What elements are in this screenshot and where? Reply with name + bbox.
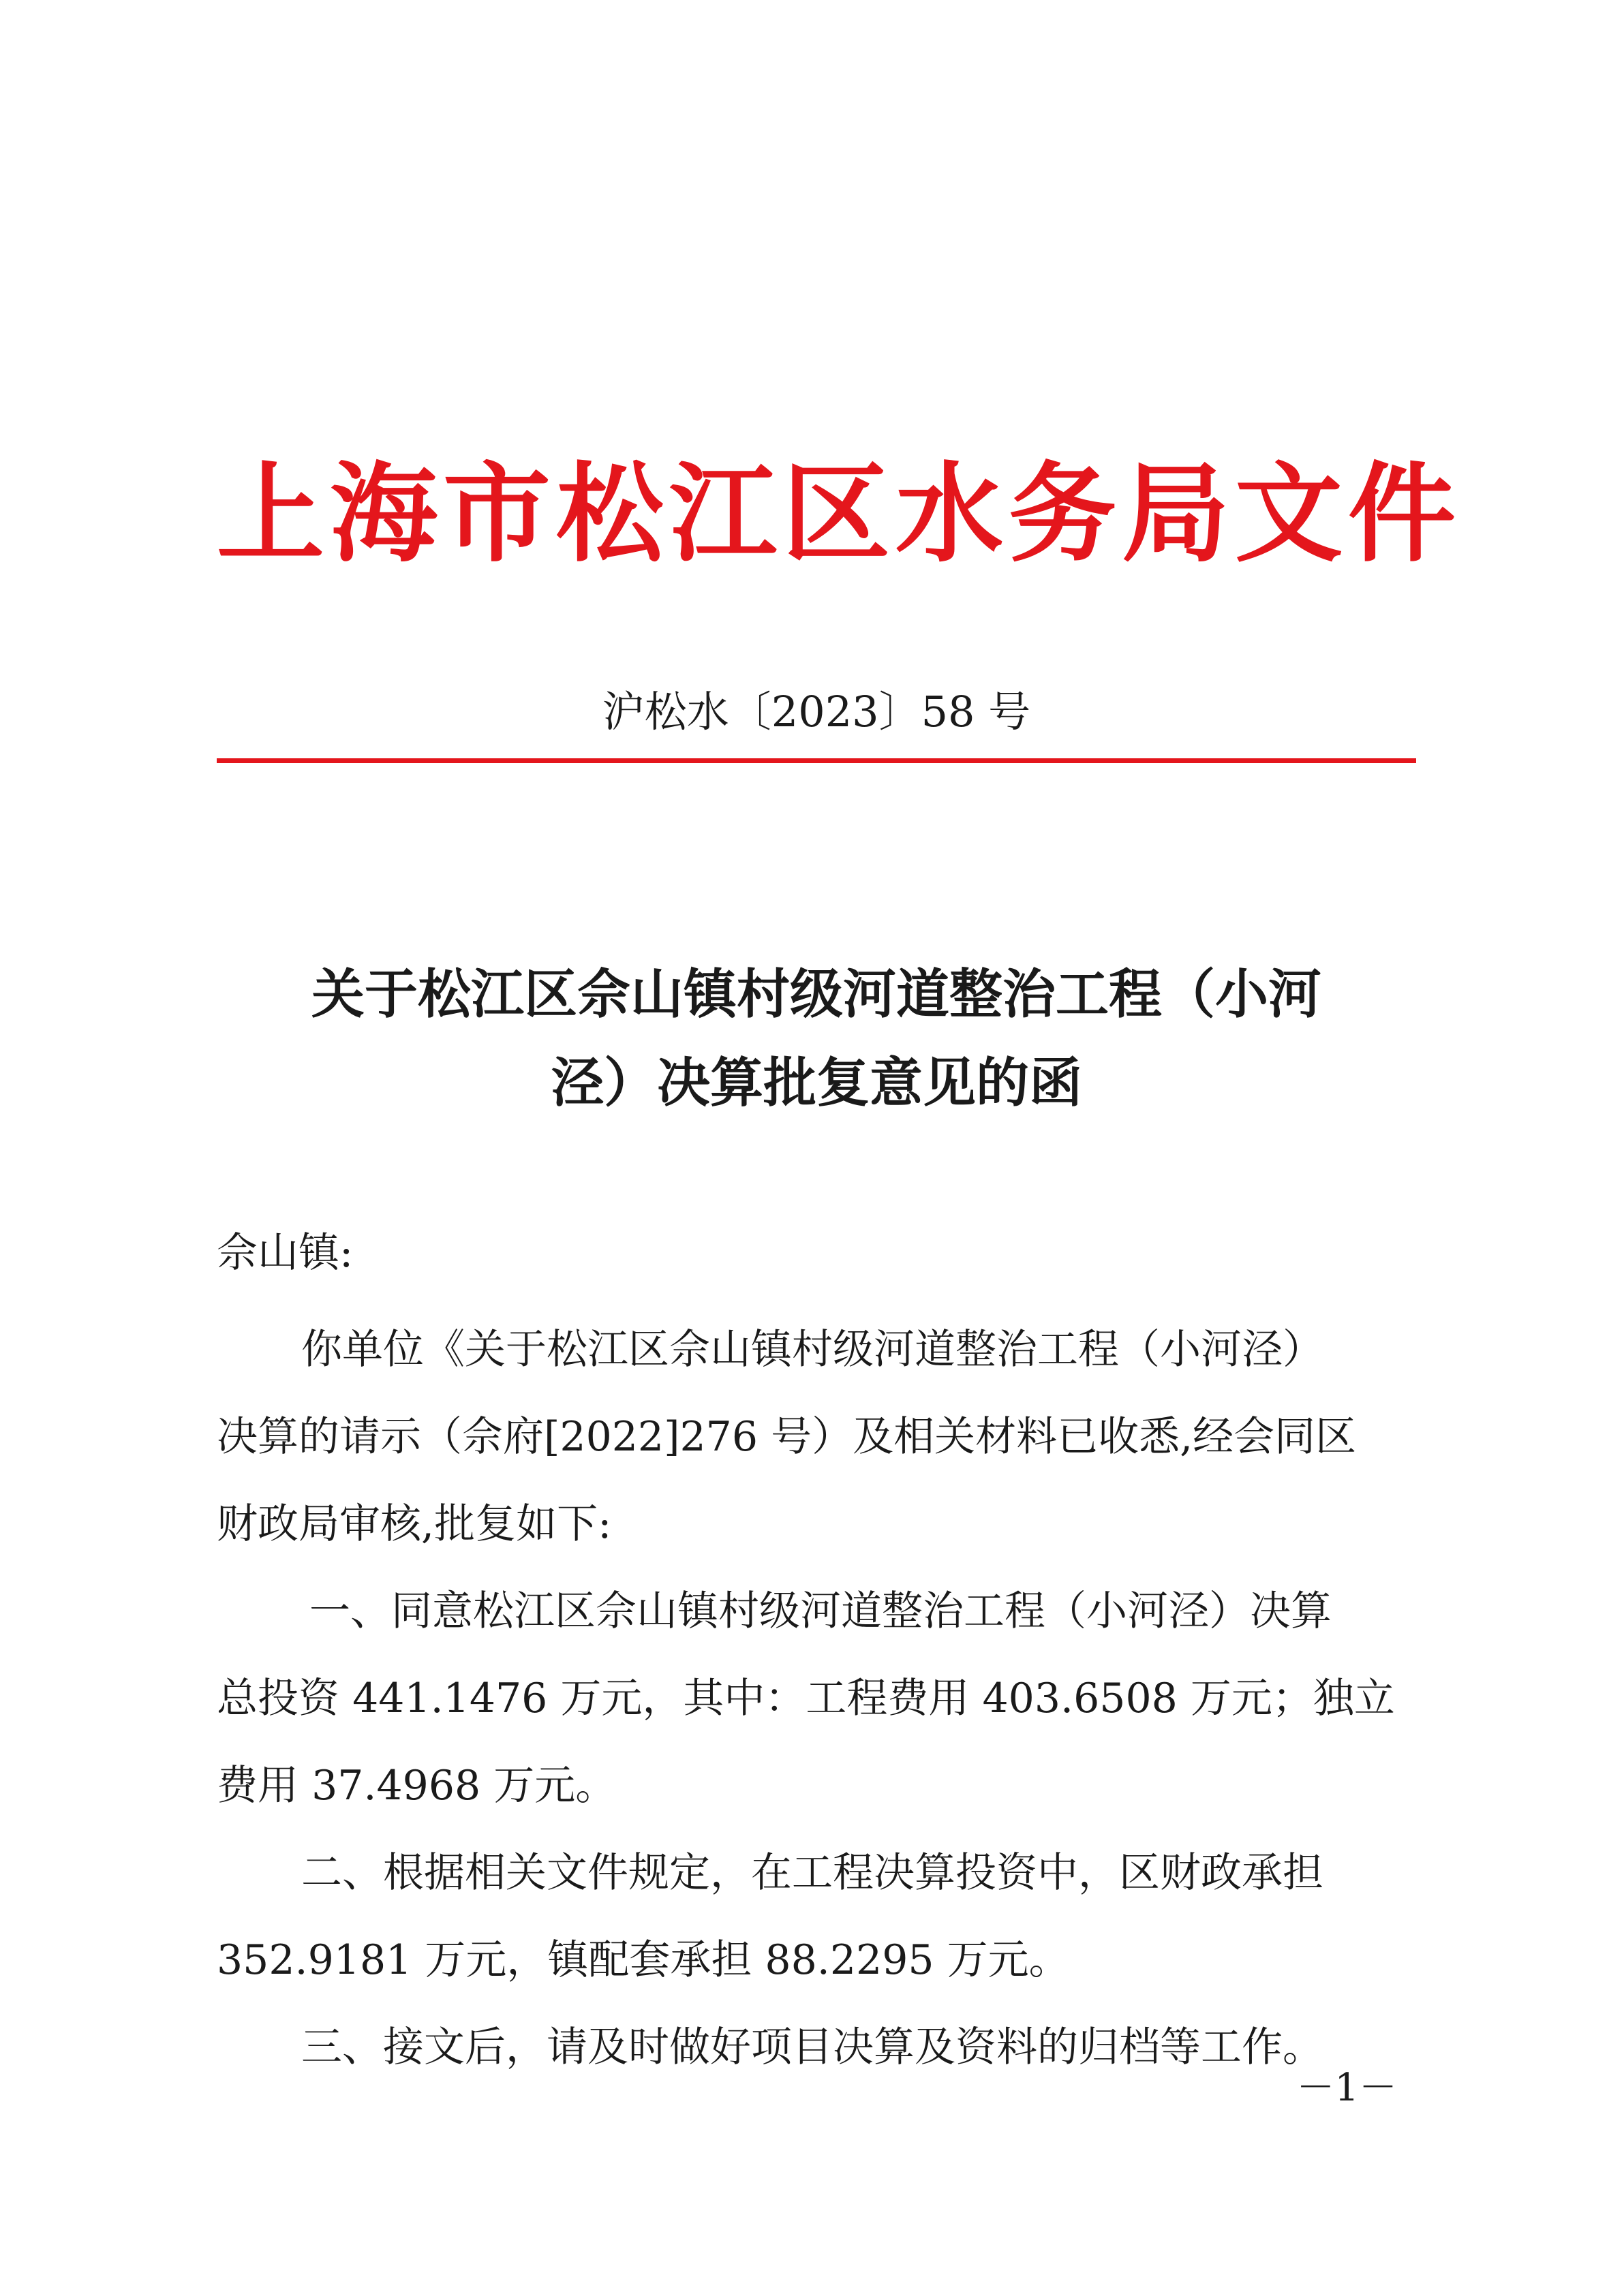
item1-line-3: 费用 37.4968 万元。 <box>217 1762 617 1810</box>
document-body <box>217 1209 1416 2091</box>
intro-line-2: 决算的请示（佘府[2022]276 号）及相关材料已收悉,经会同区 <box>217 1413 1357 1461</box>
salutation: 佘山镇: <box>217 1229 354 1277</box>
item1-line-1: 一、同意松江区佘山镇村级河道整治工程（小河泾）决算 <box>309 1587 1332 1635</box>
title-line-1: 关于松江区佘山镇村级河道整治工程（小河 <box>311 963 1321 1025</box>
item2-line-2: 352.9181 万元，镇配套承担 88.2295 万元。 <box>217 1936 1070 1984</box>
item3-line-1: 三、接文后，请及时做好项目决算及资料的归档等工作。 <box>301 2023 1323 2071</box>
paragraph-gap <box>217 1297 1416 1306</box>
page-number: －1－ <box>1296 2066 1397 2110</box>
masthead-title: 上海市松江区水务局文件 <box>217 451 1461 577</box>
item1-line-2: 总投资 441.1476 万元，其中：工程费用 403.6508 万元；独立 <box>217 1675 1395 1722</box>
item2-line-1: 二、根据相关文件规定，在工程决算投资中，区财政承担 <box>301 1849 1323 1897</box>
title-line-2: 泾）决算批复意见的函 <box>550 1052 1082 1114</box>
document-title <box>217 950 1416 1128</box>
red-divider-line <box>217 758 1416 763</box>
intro-line-1: 你单位《关于松江区佘山镇村级河道整治工程（小河泾） <box>301 1326 1323 1374</box>
intro-line-3: 财政局审核,批复如下: <box>217 1500 612 1548</box>
document-number: 沪松水〔2023〕58 号 <box>602 687 1031 736</box>
